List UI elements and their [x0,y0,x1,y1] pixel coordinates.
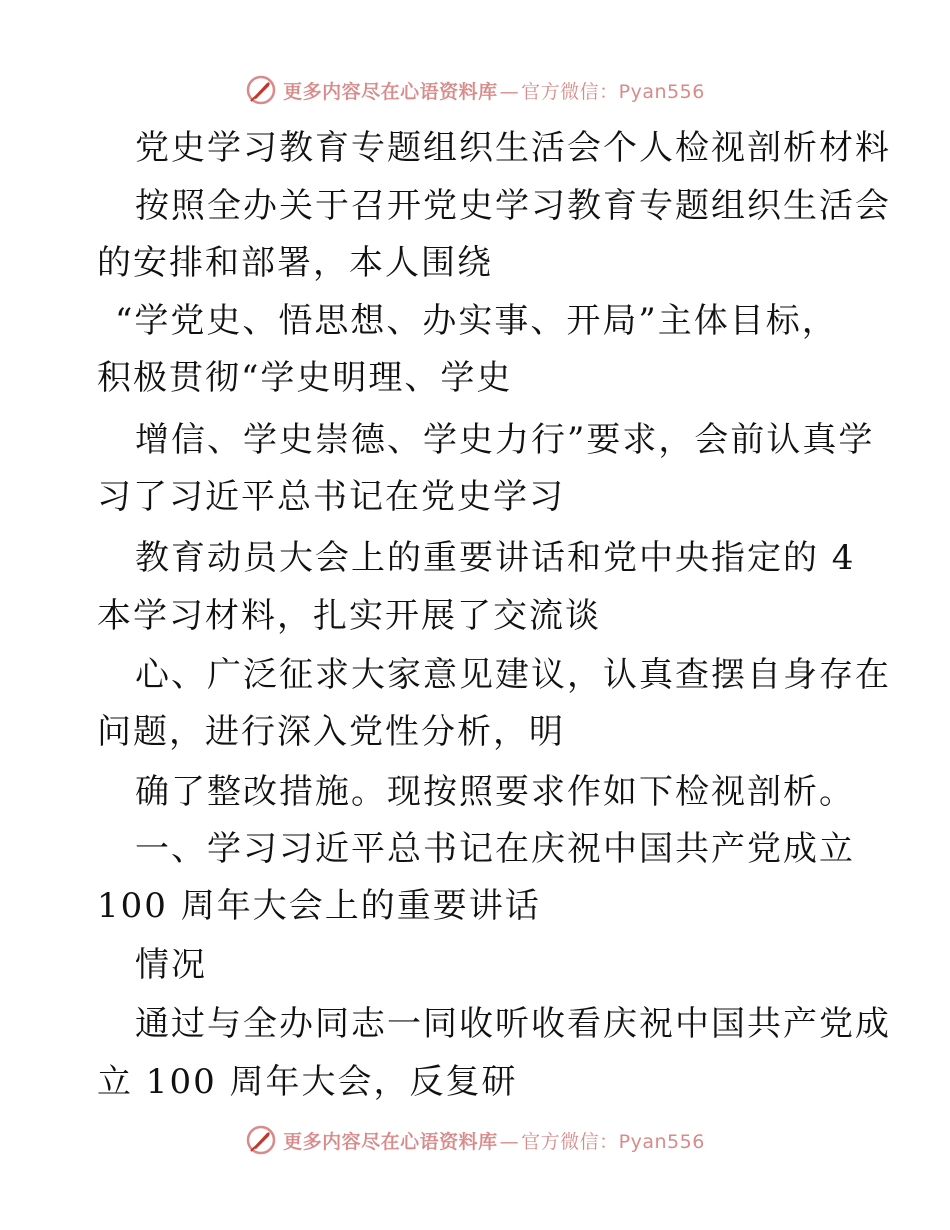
body-line: 教育动员大会上的重要讲话和党中央指定的 4 [135,538,856,578]
watermark-text [283,77,705,104]
body-line: 确了整改措施。现按照要求作如下检视剖析。 [135,772,855,812]
body-line: 习了习近平总书记在党史学习 [97,477,565,517]
body-line: 按照全办关于召开党史学习教育专题组织生活会 [135,186,891,226]
quill-logo-icon [245,1124,277,1156]
watermark-contact: 官方微信：Pyan556 [521,80,705,103]
body-line: 问题，进行深入党性分析，明 [97,712,565,752]
watermark-separator: — [499,1130,520,1153]
footer-watermark [0,1120,950,1160]
body-line: 的安排和部署，本人围绕 [97,243,493,283]
document-title: 党史学习教育专题组织生活会个人检视剖析材料 [135,128,891,168]
body-line: 情况 [135,945,207,985]
body-line: “学党史、悟思想、办实事、开局”主体目标， [115,301,838,341]
header-watermark [0,70,950,110]
body-line: 增信、学史崇德、学史力行”要求，会前认真学 [135,420,875,460]
watermark-contact: 官方微信：Pyan556 [521,1130,705,1153]
watermark-brand: 更多内容尽在心语资料库 [283,1130,498,1153]
body-line: 积极贯彻“学史明理、学史 [97,358,513,398]
section-heading: 一、学习习近平总书记在庆祝中国共产党成立 [135,829,855,869]
body-line: 立 100 周年大会，反复研 [97,1062,518,1102]
body-line: 本学习材料，扎实开展了交流谈 [97,596,601,636]
watermark-text [283,1127,705,1154]
section-heading-continued: 100 周年大会上的重要讲话 [97,886,541,926]
body-line: 心、广泛征求大家意见建议，认真查摆自身存在 [135,655,891,695]
watermark-separator: — [499,80,520,103]
watermark-brand: 更多内容尽在心语资料库 [283,80,498,103]
quill-logo-icon [245,74,277,106]
body-line: 通过与全办同志一同收听收看庆祝中国共产党成 [135,1004,891,1044]
